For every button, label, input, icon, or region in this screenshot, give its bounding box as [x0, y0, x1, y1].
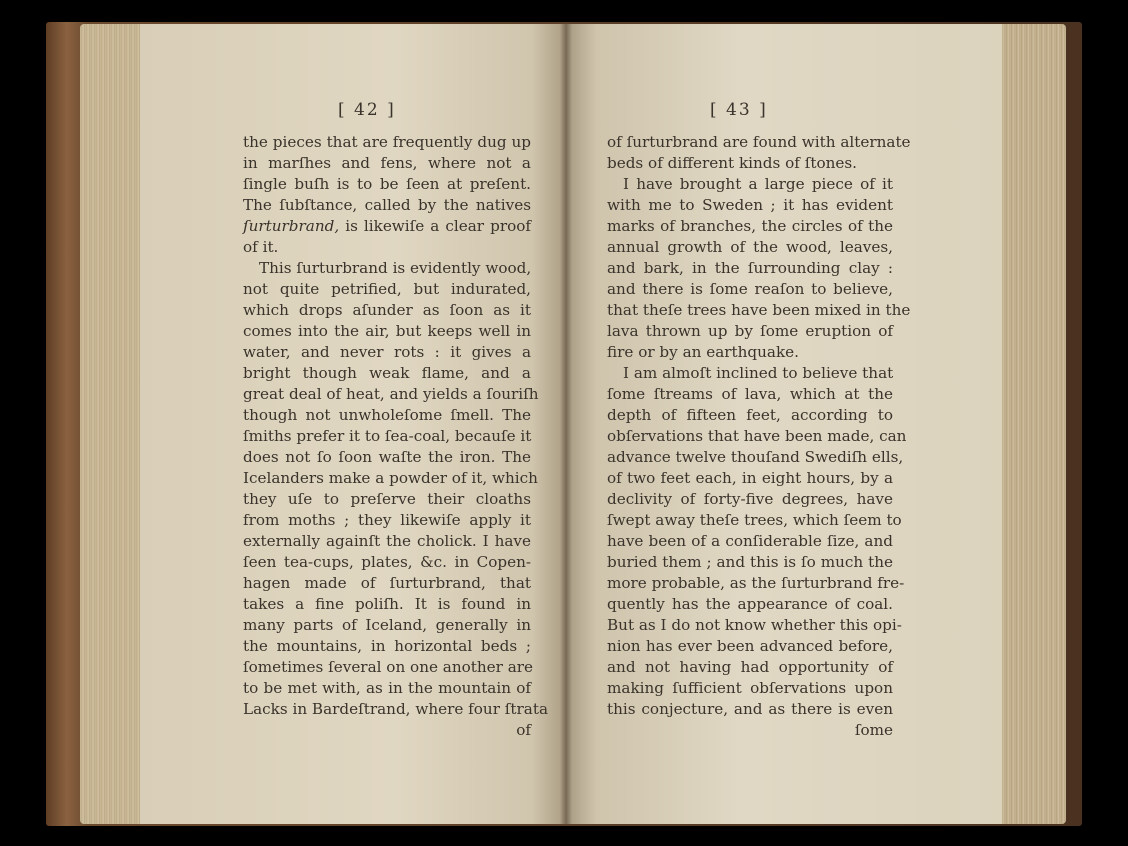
text-line	[243, 552, 531, 573]
line-text: I am almoſt inclined to believe that	[623, 364, 894, 382]
text-line	[243, 321, 531, 342]
line-text: to be met with, as in the mountain of	[243, 679, 531, 697]
text-line	[243, 258, 531, 279]
text-line	[243, 489, 531, 510]
line-text: But as I do not know whether this opi-	[607, 616, 902, 634]
italic-term: ſurturbrand,	[243, 217, 340, 235]
text-line	[243, 678, 531, 699]
line-text: and bark, in the ſurrounding clay :	[607, 259, 893, 277]
line-text: nion has ever been advanced before,	[607, 637, 893, 655]
text-line	[607, 279, 893, 300]
text-line	[607, 237, 893, 258]
text-line	[607, 447, 904, 468]
text-line	[243, 426, 531, 447]
line-text: The ſubſtance, called by the natives	[243, 196, 531, 214]
text-line	[243, 636, 531, 657]
line-text: of two feet each, in eight hours, by a	[607, 469, 893, 487]
line-text: many parts of Iceland, generally in	[243, 616, 531, 634]
line-text: more probable, as the ſurturbrand fre-	[607, 574, 905, 592]
line-text: beds of different kinds of ſtones.	[607, 154, 858, 172]
line-text: not quite petrified, but indurated,	[243, 280, 531, 298]
text-line	[243, 300, 531, 321]
text-line	[607, 594, 893, 615]
line-text: fire or by an earthquake.	[607, 343, 799, 361]
line-text: and not having had opportunity of	[607, 658, 893, 676]
text-line	[243, 405, 531, 426]
text-line	[243, 594, 531, 615]
line-text: the pieces that are frequently dug up	[243, 133, 531, 151]
text-line	[607, 678, 893, 699]
line-text: externally againſt the cholick. I have	[243, 532, 531, 550]
text-line	[607, 174, 893, 195]
line-text: have been of a conſiderable ſize, and	[607, 532, 893, 550]
right-page-number: [ 43 ]	[710, 100, 768, 120]
text-line	[607, 153, 893, 174]
line-text: ſome	[854, 721, 893, 739]
line-text: and there is ſome reaſon to believe,	[607, 280, 893, 298]
line-text: is likewiſe a clear proof	[339, 217, 531, 235]
line-text: in marſhes and fens, where not a	[243, 154, 531, 172]
left-page-text	[243, 132, 548, 741]
text-line	[607, 384, 893, 405]
text-line	[607, 699, 893, 720]
line-text: of ſurturbrand are found with alternate	[607, 133, 911, 151]
line-text: annual growth of the wood, leaves,	[607, 238, 893, 256]
text-line	[607, 615, 902, 636]
book-gutter	[560, 24, 572, 824]
line-text: this conjecture, and as there is even	[607, 700, 893, 718]
text-line	[243, 384, 539, 405]
line-text: ſwept away theſe trees, which ſeem to	[607, 511, 902, 529]
line-text: hagen made of ſurturbrand, that	[243, 574, 531, 592]
line-text: ſmiths prefer it to ſea-coal, becauſe it	[243, 427, 532, 445]
text-line	[243, 468, 538, 489]
line-text: does not ſo ſoon waſte the iron. The	[243, 448, 531, 466]
text-line	[607, 657, 893, 678]
text-line	[243, 531, 531, 552]
text-line	[607, 342, 893, 363]
line-text: making ſufficient obſervations upon	[607, 679, 893, 697]
line-text: of it.	[243, 238, 279, 256]
line-text: ſometimes ſeveral on one another are	[243, 658, 534, 676]
text-line	[243, 237, 531, 258]
line-text: the mountains, in horizontal beds ;	[243, 637, 531, 655]
text-line	[243, 573, 531, 594]
text-line	[607, 300, 911, 321]
line-text: great deal of heat, and yields a ſouriſh	[243, 385, 539, 403]
line-text: bright though weak flame, and a	[243, 364, 531, 382]
text-line	[607, 426, 907, 447]
text-line	[243, 720, 531, 741]
text-line	[607, 720, 893, 741]
line-text: that theſe trees have been mixed in the	[607, 301, 911, 319]
text-line	[607, 531, 893, 552]
line-text: comes into the air, but keeps well in	[243, 322, 531, 340]
line-text: I have brought a large piece of it	[623, 175, 893, 193]
text-line	[607, 321, 893, 342]
page-edges-right	[1000, 24, 1066, 824]
line-text: lava thrown up by ſome eruption of	[607, 322, 893, 340]
line-text: depth of fifteen feet, according to	[607, 406, 893, 424]
text-line	[243, 195, 531, 216]
text-line	[607, 636, 893, 657]
text-line	[243, 279, 531, 300]
line-text: water, and never rots : it gives a	[243, 343, 531, 361]
line-text: This ſurturbrand is evidently wood,	[259, 259, 532, 277]
line-text: which drops aſunder as ſoon as it	[243, 301, 531, 319]
line-text: marks of branches, the circles of the	[607, 217, 893, 235]
text-line	[607, 468, 893, 489]
text-line	[243, 615, 531, 636]
text-line	[607, 573, 905, 594]
line-text: though not unwholeſome ſmell. The	[243, 406, 531, 424]
page-edges-left	[80, 24, 142, 824]
text-line	[243, 153, 531, 174]
right-page-text	[607, 132, 911, 741]
line-text: obſervations that have been made, can	[607, 427, 907, 445]
text-line	[607, 552, 893, 573]
text-line	[243, 447, 531, 468]
line-text: buried them ; and this is ſo much the	[607, 553, 893, 571]
text-line	[607, 405, 893, 426]
line-text: Icelanders make a powder of it, which	[243, 469, 538, 487]
line-text: Lacks in Bardeſtrand, where four ſtrata	[243, 700, 548, 718]
line-text: takes a fine poliſh. It is found in	[243, 595, 531, 613]
text-line	[243, 216, 531, 237]
text-line	[243, 174, 531, 195]
text-line	[607, 132, 911, 153]
line-text: with me to Sweden ; it has evident	[607, 196, 893, 214]
line-text: from moths ; they likewiſe apply it	[243, 511, 531, 529]
line-text: advance twelve thouſand Swediſh ells,	[607, 448, 904, 466]
text-line	[243, 132, 531, 153]
line-text: they uſe to preſerve their cloaths	[243, 490, 531, 508]
text-line	[243, 363, 531, 384]
line-text: of	[516, 721, 531, 739]
text-line	[607, 510, 902, 531]
text-line	[607, 489, 893, 510]
left-page-number: [ 42 ]	[338, 100, 396, 120]
line-text: ſingle buſh is to be ſeen at preſent.	[243, 175, 531, 193]
line-text: ſeen tea-cups, plates, &c. in Copen-	[243, 553, 531, 571]
line-text: declivity of forty-five degrees, have	[607, 490, 893, 508]
text-line	[607, 363, 893, 384]
text-line	[243, 657, 534, 678]
line-text: ſome ſtreams of lava, which at the	[607, 385, 893, 403]
line-text: quently has the appearance of coal.	[607, 595, 893, 613]
text-line	[243, 342, 531, 363]
text-line	[243, 510, 531, 531]
text-line	[607, 216, 893, 237]
text-line	[607, 258, 893, 279]
text-line	[243, 699, 548, 720]
text-line	[607, 195, 893, 216]
